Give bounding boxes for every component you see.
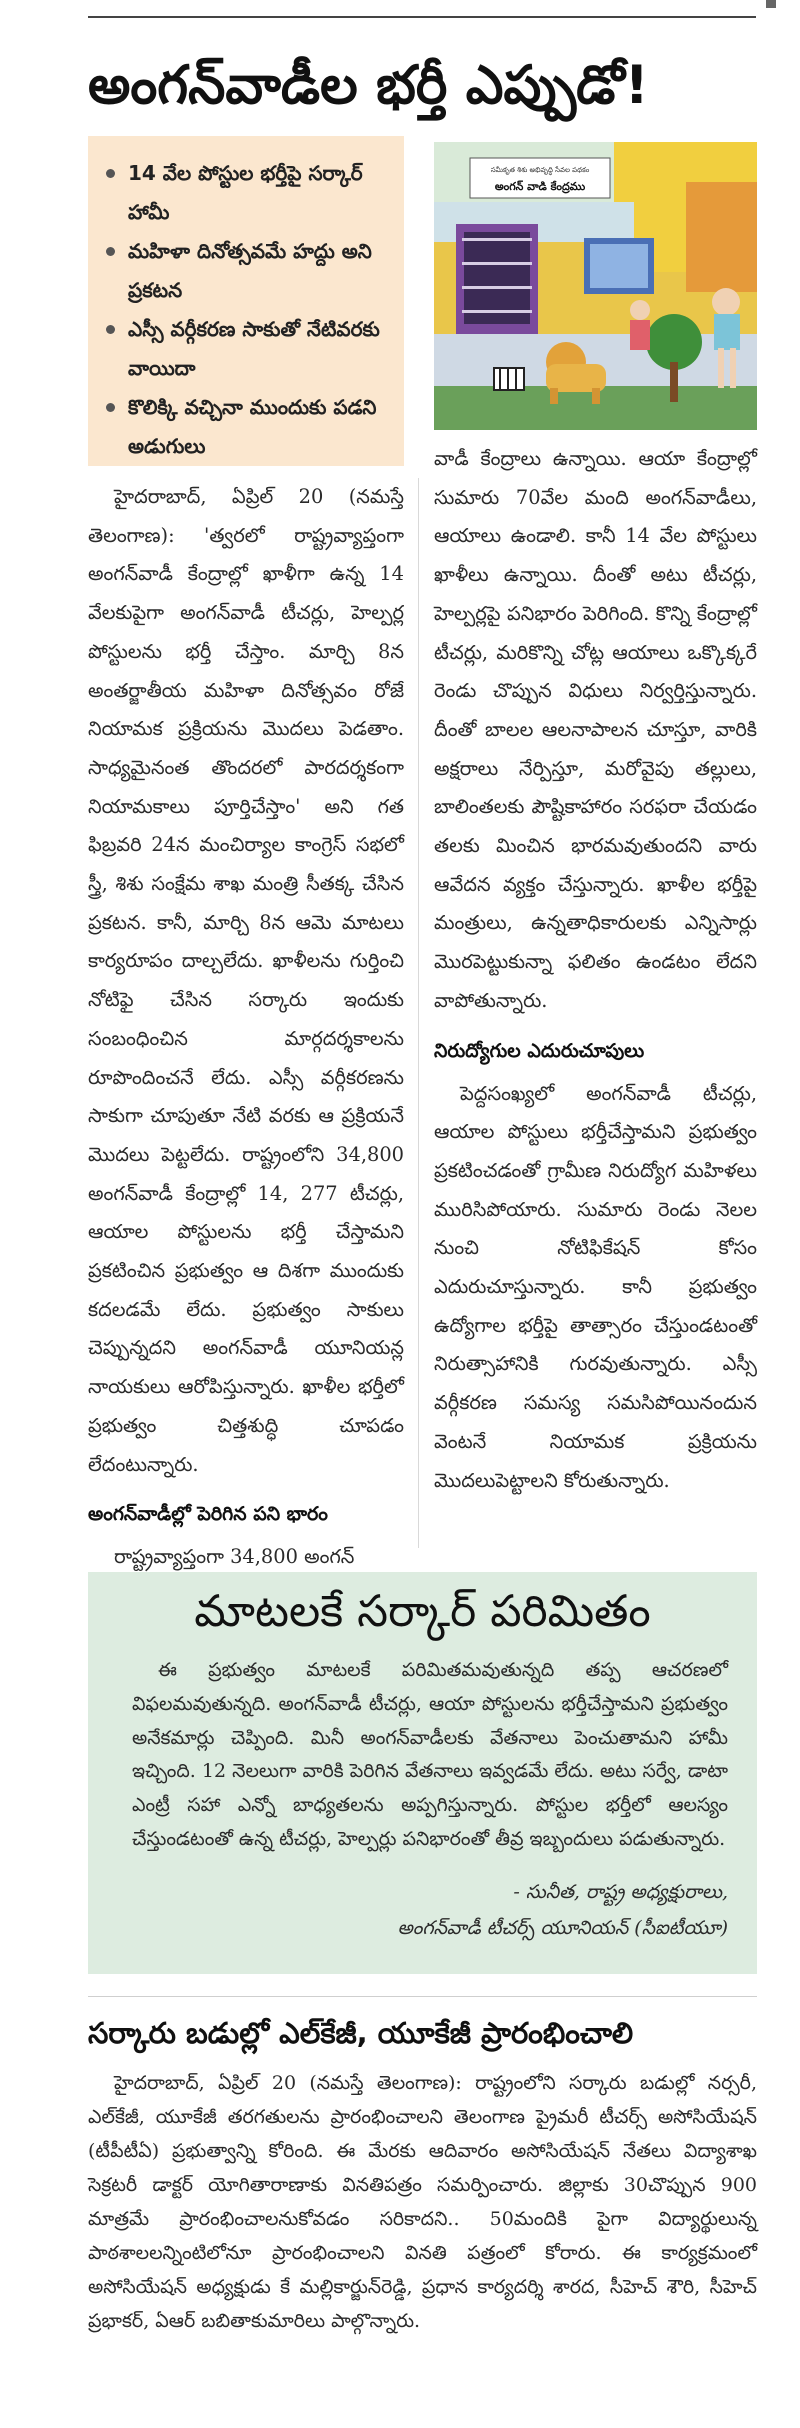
highlight-item: 14 వేల పోస్టుల భర్తీపై సర్కార్ హామీ: [128, 154, 394, 232]
attribution-line-2: అంగన్‌వాడీ టీచర్స్ యూనియన్ (సీఐటీయూ): [397, 1917, 728, 1939]
main-headline: అంగన్‌వాడీల భర్తీ ఎప్పుడో!: [88, 55, 649, 116]
quote-paragraph: ఈ ప్రభుత్వం మాటలకే పరిమితమవుతున్నది తప్ప ఆచరణలో విఫలమవుతున్నది. అంగన్‌వాడీ టీచర్లు, ఆయా పోస్టులను భర్తీచేస్తామని ప్రభుత్వం అనేకమార్లు చెప్పింది. మినీ అంగన్‌వాడీలకు వేతనాలు పెంచుతామని హామీ ఇచ్చింది. 12 నెలలుగా వారికి పెరిగిన వేతనాలు ఇవ్వడమే లేదు. అటు సర్వే, డాటా ఎంట్రీ సహా ఎన్నో బాధ్యతలను అప్పగిస్తున్నారు. పోస్టుల భర్తీలో ఆలస్యం చేస్తుండటంతో ఉన్న టీచర్లు, హెల్పర్లు పనిభారంతో తీవ్ర ఇబ్బందులు పడుతున్నారు.: [132, 1659, 728, 1850]
left-paragraph-2: రాష్ట్రవ్యాప్తంగా 34,800 అంగన్: [114, 1545, 355, 1569]
highlights-box: [88, 136, 404, 466]
highlight-item: కొలిక్కి వచ్చినా ముందుకు పడని అడుగులు: [128, 388, 394, 466]
anganwadi-centre-photo: [434, 142, 757, 430]
highlight-item: ఎస్సీ వర్గీకరణ సాకుతో నేటివరకు వాయిదా: [128, 310, 394, 388]
quote-body: [132, 1654, 728, 1857]
quote-title: మాటలకే సర్కార్ పరిమితం: [194, 1586, 651, 1637]
column-divider: [418, 478, 419, 1548]
subheading-unemployed: నిరుద్యోగుల ఎదురుచూపులు: [434, 1039, 645, 1062]
attribution-line-1: - సునీత, రాష్ట్ర అధ్యక్షురాలు,: [513, 1881, 728, 1903]
sign-line1: సమీకృత శిశు అభివృద్ధి సేవల పథకం: [490, 166, 590, 174]
right-paragraph-1: వాడీ కేంద్రాలు ఉన్నాయి. ఆయా కేంద్రాల్లో సుమారు 70వేల మంది అంగన్‌వాడీలు, ఆయాలు ఉండాలి. కానీ 14 వేల పోస్టులు ఖాళీలు ఉన్నాయి. దీంతో అటు టీచర్లు, హెల్పర్లపై పనిభారం పెరిగింది. కొన్ని కేంద్రాల్లో టీచర్లు, మరికొన్ని చోట్ల ఆయాలు ఒక్కొక్కరే రెండు చొప్పున విధులు నిర్వర్తిస్తున్నారు. దీంతో బాలల ఆలనాపాలన చూస్తూ, వారికి అక్షరాలు నేర్పిస్తూ, మరోవైపు తల్లులు, బాలింతలకు పౌష్టికాహారం సరఫరా చేయడం తలకు మించిన భారమవుతుందని వారు ఆవేదన వ్యక్తం చేస్తున్నారు. ఖాళీల భర్తీపై మంత్రులు, ఉన్నతాధికారులకు ఎన్నిసార్లు మొరపెట్టుకున్నా ఫలితం ఉండటం లేదని వాపోతున్నారు.: [434, 447, 757, 1012]
quote-box: [88, 1572, 757, 1974]
right-paragraph-2: పెద్దసంఖ్యలో అంగన్‌వాడీ టీచర్లు, ఆయాల పోస్టులు భర్తీచేస్తామని ప్రభుత్వం ప్రకటించడంతో గ్రామీణ నిరుద్యోగ మహిళలు మురిసిపోయారు. సుమారు రెండు నెలల నుంచి నోటిఫికేషన్ కోసం ఎదురుచూస్తున్నారు. కానీ ప్రభుత్వం ఉద్యోగాల భర్తీపై తాత్సారం చేస్తుండటంతో నిరుత్సాహానికి గురవుతున్నారు. ఎస్సీ వర్గీకరణ సమస్య సమసిపోయినందున వెంటనే నియామక ప్రక్రియను మొదలుపెట్టాలని కోరుతున్నారు.: [434, 1081, 757, 1492]
section-rule: [88, 1996, 757, 1997]
page-corner-mark: [766, 0, 776, 8]
second-story: [88, 2066, 757, 2338]
second-headline: సర్కారు బడుల్లో ఎల్‌కేజీ, యూకేజీ ప్రారంభించాలి: [88, 2016, 634, 2050]
subheading-workload: అంగన్‌వాడీల్లో పెరిగిన పని భారం: [88, 1503, 328, 1526]
right-column: [434, 440, 757, 1500]
quote-attribution: [132, 1874, 728, 1946]
left-column: [88, 478, 404, 1577]
highlight-item: మహిళా దినోత్సవమే హద్దు అని ప్రకటన: [128, 232, 394, 310]
second-story-paragraph: హైదరాబాద్, ఏప్రిల్ 20 (నమస్తే తెలంగాణ): రాష్ట్రంలోని సర్కారు బడుల్లో నర్సరీ, ఎల్‌కేజీ, యూకేజీ తరగతులను ప్రారంభించాలని తెలంగాణ ప్రైమరీ టీచర్స్ అసోసియేషన్ (టీపీటీఏ) ప్రభుత్వాన్ని కోరింది. ఈ మేరకు ఆదివారం అసోసియేషన్ నేతలు విద్యాశాఖ సెక్రటరీ డాక్టర్ యోగితారాణాకు వినతిపత్రం సమర్పించారు. జిల్లాకు 30చొప్పున 900 మాత్రమే ప్రారంభించాలనుకోవడం సరికాదని.. 50మందికి పైగా విద్యార్థులున్న పాఠశాలలన్నింటిలోనూ ప్రారంభించాలని వినతి పత్రంలో కోరారు. ఈ కార్యక్రమంలో అసోసియేషన్ అధ్యక్షుడు కే మల్లికార్జున్‌రెడ్డి, ప్రధాన కార్యదర్శి శారద, సీహెచ్ శౌరి, సీహెచ్ ప్రభాకర్, ఏఆర్ బబితాకుమారిలు పాల్గొన్నారు.: [88, 2072, 757, 2332]
left-paragraph-1: హైదరాబాద్, ఏప్రిల్ 20 (నమస్తే తెలంగాణ): 'త్వరలో రాష్ట్రవ్యాప్తంగా అంగన్‌వాడీ కేంద్రాల్లో ఖాళీగా ఉన్న 14 వేలకుపైగా అంగన్‌వాడీ టీచర్లు, హెల్పర్ల పోస్టులను భర్తీ చేస్తాం. మార్చి 8న అంతర్జాతీయ మహిళా దినోత్సవం రోజే నియామక ప్రక్రియను మొదలు పెడతాం. సాధ్యమైనంత తొందరలో పారదర్శకంగా నియామకాలు పూర్తిచేస్తాం' అని గత ఫిబ్రవరి 24న మంచిర్యాల కాంగ్రెస్ సభలో స్త్రీ, శిశు సంక్షేమ శాఖ మంత్రి సీతక్క చేసిన ప్రకటన. కానీ, మార్చి 8న ఆమె మాటలు కార్యరూపం దాల్చలేదు. ఖాళీలను గుర్తించి నోటిఫై చేసిన సర్కారు ఇందుకు సంబంధించిన మార్గదర్శకాలను రూపొందించనే లేదు. ఎస్సీ వర్గీకరణను సాకుగా చూపుతూ నేటి వరకు ఆ ప్రక్రియనే మొదలు పెట్టలేదు. రాష్ట్రంలోని 34,800 అంగన్‌వాడీ కేంద్రాల్లో 14, 277 టీచర్లు, ఆయాల పోస్టులను భర్తీ చేస్తామని ప్రకటించిన ప్రభుత్వం ఆ దిశగా ముందుకు కదలడమే లేదు. ప్రభుత్వం సాకులు చెప్పున్నదని అంగన్‌వాడీ యూనియన్ల నాయకులు ఆరోపిస్తున్నారు. ఖాళీల భర్తీలో ప్రభుత్వం చిత్తశుద్ధి చూపడం లేదంటున్నారు.: [88, 485, 404, 1476]
top-rule: [88, 16, 756, 18]
sign-line2: అంగన్ వాడి కేంద్రము: [494, 180, 586, 193]
